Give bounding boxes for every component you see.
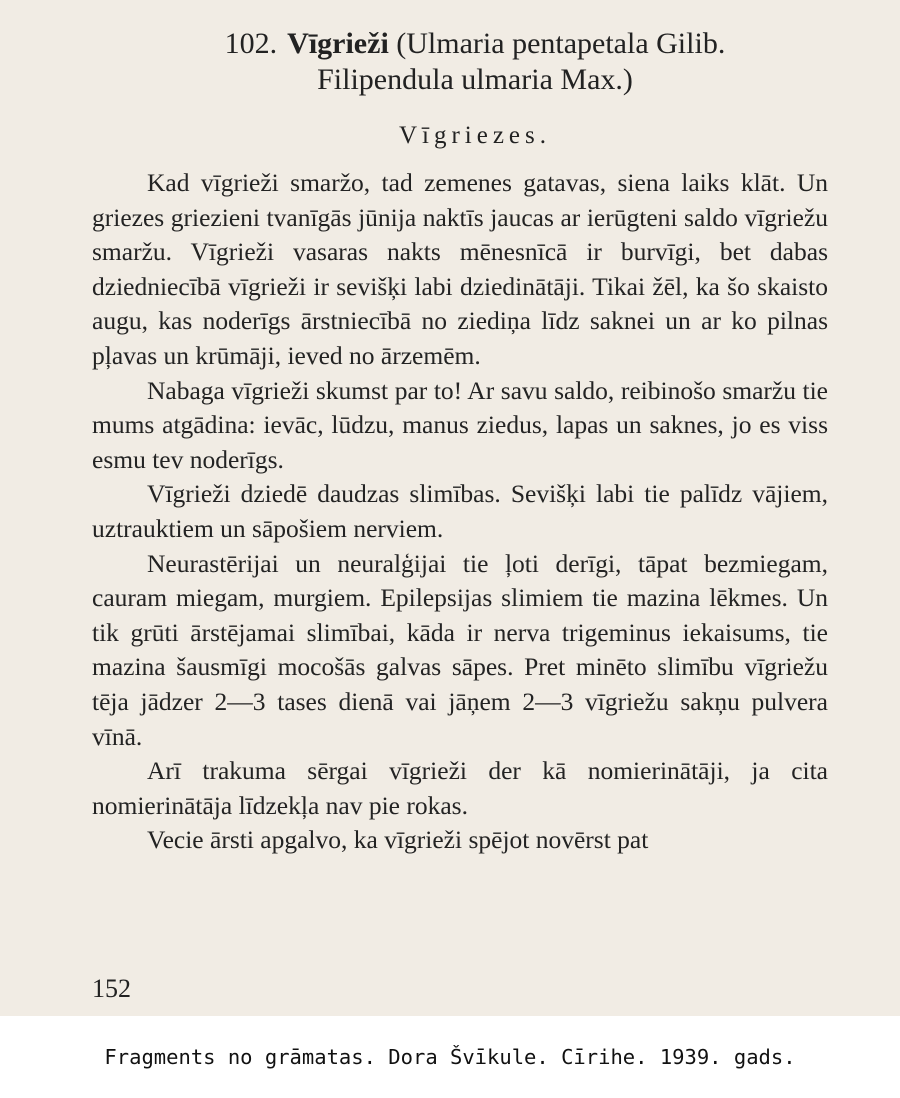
body-text [92, 166, 828, 858]
paragraph: Neurastērijai un neuralģijai tie ļoti derīgi, tāpat bezmiegam, cauram miegam, murgiem. Epilepsijas slimiem tie mazina lēkmes. Un tik grūti ārstējamai slimībai, kāda ir nerva trigeminus iekaisums, tie mazina šausmīgi mocošās galvas sāpes. Pret minēto slimību vīgriežu tēja jādzer 2—3 tases dienā vai jāņem 2—3 vīgriežu sakņu pulvera vīnā. [92, 548, 828, 751]
paragraph: Vecie ārsti apgalvo, ka vīgrieži spējot novērst pat [147, 825, 649, 855]
image-caption: Fragments no grāmatas. Dora Švīkule. Cīrihe. 1939. gads. [0, 1016, 900, 1098]
paragraph: Nabaga vīgrieži skumst par to! Ar savu saldo, reibinošo smaržu tie mums atgādina: ievāc, lūdzu, manus ziedus, lapas un saknes, jo es viss esmu tev noderīgs. [92, 375, 828, 474]
section-subheading: Vīgriezes. [398, 122, 552, 149]
paragraph: Arī trakuma sērgai vīgrieži der kā nomierinātāji, ja cita nomierinātāja līdzekļa nav pie rokas. [92, 756, 828, 820]
latin-names-line1: (Ulmaria pentapetala Gilib. [388, 27, 726, 60]
entry-number: 102. [224, 27, 278, 60]
latin-names-line2: Filipendula ulmaria Max.) [317, 63, 633, 96]
paragraph: Kad vīgrieži smaržo, tad zemenes gatavas, siena laiks klāt. Un griezes griezieni tvanīgās jūnija naktīs jaucas ar ierūgteni saldo vīgriežu smaržu. Vīgrieži vasaras nakts mēnesnīcā ir burvīgi, bet dabas dziedniecībā vīgrieži ir sevišķi labi dziedinātāji. Tikai žēl, ka šo skaisto augu, kas noderīgs ārstniecībā no ziediņa līdz saknei un ar ko pilnas pļavas un krūmāji, ieved no ārzemēm. [92, 168, 828, 370]
paragraph: Vīgrieži dziedē daudzas slimības. Sevišķi labi tie palīdz vājiem, uztrauktiem un sāpošiem nerviem. [92, 479, 828, 543]
page-number: 152 [92, 974, 131, 1003]
entry-heading [90, 26, 860, 98]
plant-name: Vīgrieži [287, 27, 389, 60]
